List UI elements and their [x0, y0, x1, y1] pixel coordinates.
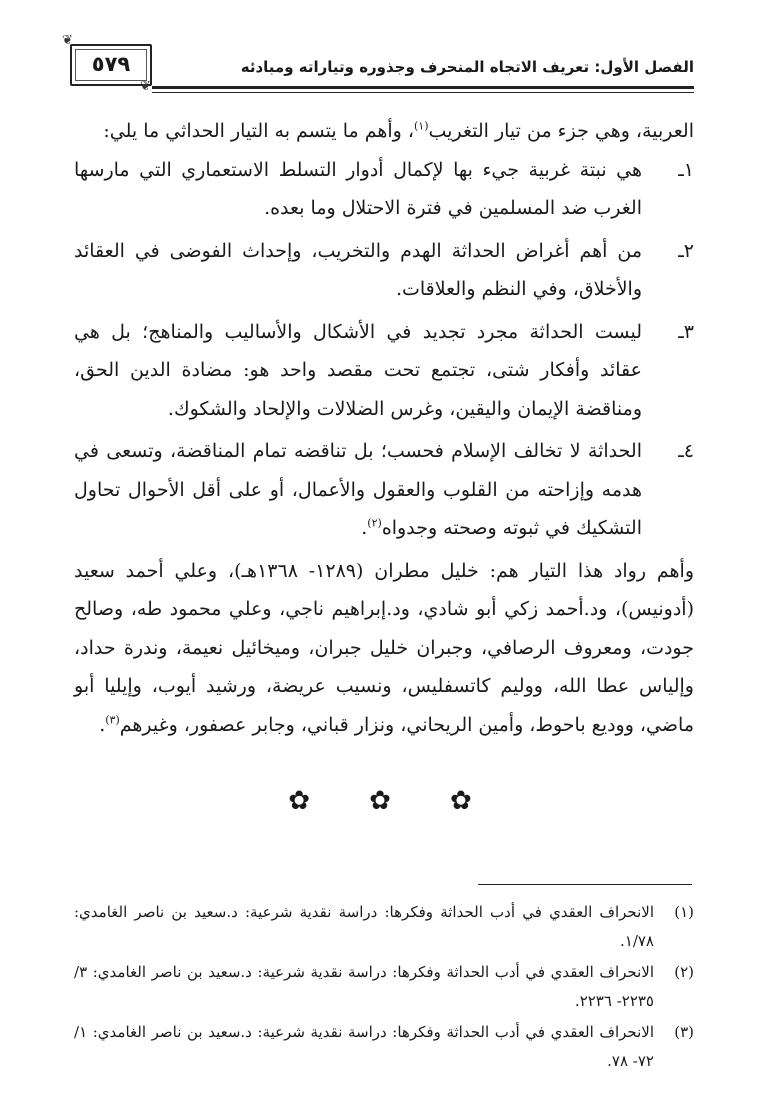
list-item-text: ليست الحداثة مجرد تجديد في الأشكال والأساليب والمناهج؛ بل هي عقائد وأفكار شتى، تجتمع تحت مقصد واحد هو: مضادة الدين الحق، ومناقضة الإيمان واليقين، وغرس الضلالات والإلحاد والشكوك.	[74, 320, 642, 420]
footnotes	[74, 898, 694, 1078]
corner-ornament-icon: ❦	[140, 79, 151, 94]
list-item-text: الحداثة لا تخالف الإسلام فحسب؛ بل تناقضه تمام المناقضة، وتسعى في هدمه وإزاحته من القلوب والعقول والأعمال، أو على أقل الأحوال تحاول التشكيك في ثبوته وصحته وجدواه	[74, 440, 642, 539]
flower-ornament-icon: ✿	[449, 786, 472, 816]
list-item	[74, 313, 694, 429]
footnote	[74, 1018, 694, 1076]
footnote-rule	[478, 884, 692, 885]
header-rule-thin	[152, 92, 694, 93]
footnote-text: الانحراف العقدي في أدب الحداثة وفكرها: دراسة نقدية شرعية: د.سعيد بن ناصر الغامدي: ١/٧٨.	[74, 903, 654, 950]
page-header	[62, 33, 694, 100]
main-text	[74, 112, 694, 744]
list-item-number: ٢ـ	[678, 239, 694, 262]
footnote-ref[interactable]: (٢)	[367, 516, 382, 530]
footnote-number: (٢)	[674, 963, 694, 981]
header-rule-thick	[152, 86, 694, 89]
list-item-number: ٤ـ	[678, 440, 694, 462]
footnote-text: الانحراف العقدي في أدب الحداثة وفكرها: دراسة نقدية شرعية: د.سعيد بن ناصر الغامدي: ١/ ٧٢- ٧٨.	[74, 1023, 654, 1070]
list-item: ٤ـ الحداثة لا تخالف الإسلام فحسب؛ بل تناقضه تمام المناقضة، وتسعى في هدمه وإزاحته من القلوب والعقول والأعمال، أو على أقل الأحوال تحاول التشكيك في ثبوته وصحته وجدواه$^{(٢)}$.	[74, 432, 694, 548]
page-number: ٥٧٩	[91, 52, 131, 76]
flower-ornament-icon: ✿	[369, 786, 391, 816]
corner-ornament-icon: ❦	[62, 33, 73, 48]
footnote-ref[interactable]: (٣)	[105, 713, 120, 727]
footnote-number: (٣)	[674, 1023, 694, 1041]
footnote-text: الانحراف العقدي في أدب الحداثة وفكرها: دراسة نقدية شرعية: د.سعيد بن ناصر الغامدي: ٣/ ٢٢٣٥- ٢٢٣٦.	[74, 963, 654, 1010]
running-title: الفصل الأول: تعريف الاتجاه المنحرف وجذوره وتياراته ومبادئه	[240, 58, 694, 76]
flower-ornament-icon: ✿	[288, 786, 310, 816]
list-item	[74, 232, 694, 309]
intro-paragraph: العربية، وهي جزء من تيار التغريب$^{(١)}$، وأهم ما يتسم به التيار الحداثي ما يلي:	[103, 119, 694, 142]
footnote	[74, 898, 694, 956]
section-separator	[0, 786, 760, 816]
pioneers-paragraph: وأهم رواد هذا التيار هم: خليل مطران (١٢٨٩- ١٣٦٨هـ)، وعلي أحمد سعيد (أدونيس)، ود.أحمد زكي أبو شادي، ود.إبراهيم ناجي، وعلي محمود طه، وصالح جودت، ومعروف الرصافي، وجبران خليل جبران، وميخائيل نعيمة، وندرة حداد، وإلياس عطا الله، ووليم كاتسفليس، ونسيب عريضة، ورشيد أيوب، وإيليا أبو ماضي، ووديع باحوط، وأمين الريحاني، ونزار قباني، وجابر عصفور، وغيرهم$^{(٣)}$.	[74, 559, 694, 736]
list-item-number: ١ـ	[678, 158, 694, 181]
list-item-number: ٣ـ	[678, 320, 694, 343]
list-item-text: هي نبتة غربية جيء بها لإكمال أدوار التسلط الاستعماري التي مارسها الغرب ضد المسلمين في فترة الاحتلال وما بعده.	[74, 158, 642, 219]
list-item-text: من أهم أغراض الحداثة الهدم والتخريب، وإحداث الفوضى في العقائد والأخلاق، وفي النظم والعلاقات.	[74, 239, 642, 300]
footnote-ref[interactable]: (١)	[414, 119, 429, 133]
footnote-number: (١)	[674, 903, 694, 921]
list-item	[74, 151, 694, 228]
footnote	[74, 958, 694, 1016]
